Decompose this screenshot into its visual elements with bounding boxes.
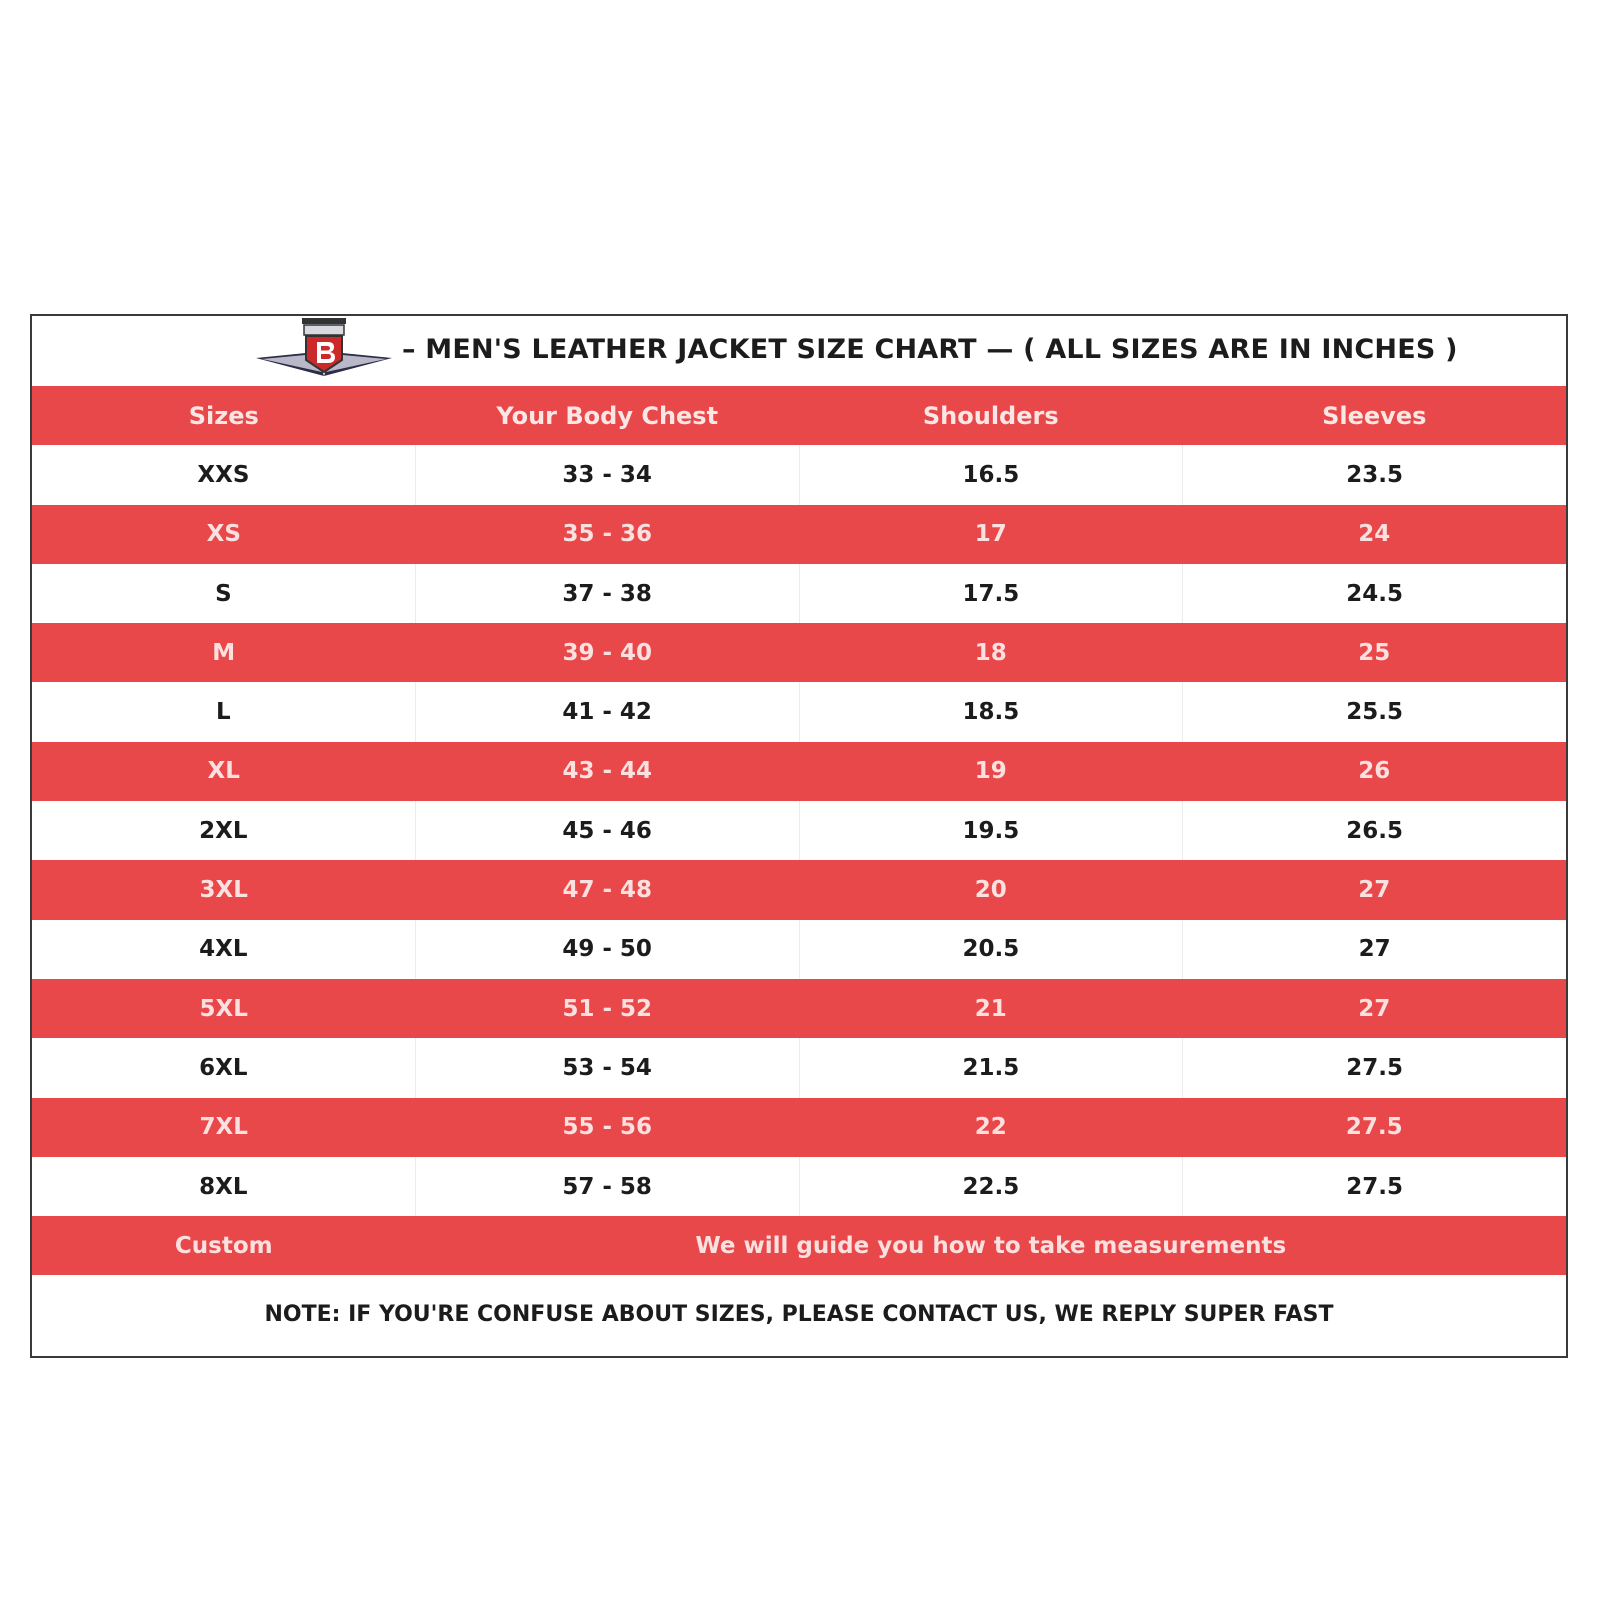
table-row	[32, 979, 1566, 1038]
size-note: NOTE: IF YOU'RE CONFUSE ABOUT SIZES, PLEASE CONTACT US, WE REPLY SUPER FAST	[264, 1301, 1334, 1327]
size-cell: 2XL	[199, 817, 248, 844]
sleeves-cell: 27	[1182, 920, 1566, 979]
sleeves-cell: 27	[1358, 995, 1391, 1022]
crest-logo-icon	[254, 316, 394, 382]
table-row	[32, 1038, 1566, 1097]
sleeves-cell: 26.5	[1182, 801, 1566, 860]
shoulders-cell: 22.5	[799, 1157, 1183, 1216]
sleeves-cell: 27.5	[1345, 1114, 1403, 1141]
chest-cell: 57 - 58	[415, 1157, 799, 1216]
size-cell: 4XL	[199, 936, 248, 963]
chest-cell: 45 - 46	[415, 801, 799, 860]
size-cell: XL	[207, 758, 240, 785]
sleeves-cell: 24	[1358, 521, 1391, 548]
size-cell: 5XL	[199, 995, 248, 1022]
custom-row	[32, 1216, 1566, 1275]
size-cell: XS	[206, 521, 241, 548]
size-cell: 7XL	[199, 1114, 248, 1141]
shoulders-cell: 18	[974, 639, 1007, 666]
chest-cell: 55 - 56	[562, 1114, 653, 1141]
size-cell: 3XL	[199, 877, 248, 904]
chest-cell: 51 - 52	[562, 995, 653, 1022]
chest-cell: 37 - 38	[415, 564, 799, 623]
table-row	[32, 1098, 1566, 1157]
size-chart	[30, 314, 1568, 1358]
table-row	[32, 1157, 1566, 1216]
table-row	[32, 682, 1566, 741]
header-sleeves: Sleeves	[1322, 401, 1427, 430]
sleeves-cell: 24.5	[1182, 564, 1566, 623]
size-cell: 6XL	[199, 1054, 248, 1081]
shoulders-cell: 22	[974, 1114, 1007, 1141]
sleeves-cell: 26	[1358, 758, 1391, 785]
sleeves-cell: 27.5	[1182, 1157, 1566, 1216]
size-cell: M	[212, 639, 236, 666]
table-row	[32, 505, 1566, 564]
table-row	[32, 920, 1566, 979]
shoulders-cell: 18.5	[799, 682, 1183, 741]
size-cell: XXS	[197, 461, 250, 488]
chest-cell: 41 - 42	[415, 682, 799, 741]
table-row	[32, 445, 1566, 504]
chest-cell: 49 - 50	[415, 920, 799, 979]
chest-cell: 47 - 48	[562, 877, 653, 904]
custom-label: Custom	[174, 1232, 273, 1259]
shoulders-cell: 20.5	[799, 920, 1183, 979]
size-cell: 8XL	[199, 1173, 248, 1200]
header-sizes: Sizes	[188, 401, 259, 430]
shoulders-cell: 21.5	[799, 1038, 1183, 1097]
chest-cell: 43 - 44	[562, 758, 653, 785]
shoulders-cell: 19.5	[799, 801, 1183, 860]
sleeves-cell: 27.5	[1182, 1038, 1566, 1097]
chest-cell: 33 - 34	[415, 445, 799, 504]
shoulders-cell: 17.5	[799, 564, 1183, 623]
shoulders-cell: 20	[974, 877, 1007, 904]
chest-cell: 35 - 36	[562, 521, 653, 548]
chest-cell: 39 - 40	[562, 639, 653, 666]
chest-cell: 53 - 54	[415, 1038, 799, 1097]
chart-title: – MEN'S LEATHER JACKET SIZE CHART — ( ALL SIZES ARE IN INCHES )	[402, 334, 1458, 365]
table-row	[32, 564, 1566, 623]
sleeves-cell: 25	[1358, 639, 1391, 666]
shoulders-cell: 16.5	[799, 445, 1183, 504]
shoulders-cell: 17	[974, 521, 1007, 548]
custom-text: We will guide you how to take measurements	[695, 1232, 1287, 1259]
sleeves-cell: 23.5	[1182, 445, 1566, 504]
size-cell: L	[216, 699, 231, 726]
size-table	[32, 386, 1566, 1275]
shoulders-cell: 19	[974, 758, 1007, 785]
table-header-row	[32, 386, 1566, 445]
table-row	[32, 801, 1566, 860]
table-row	[32, 623, 1566, 682]
table-row	[32, 742, 1566, 801]
header-shoulders: Shoulders	[922, 401, 1059, 430]
header-chest: Your Body Chest	[496, 401, 719, 430]
sleeves-cell: 27	[1358, 877, 1391, 904]
shoulders-cell: 21	[974, 995, 1007, 1022]
title-bar	[32, 316, 1566, 386]
sleeves-cell: 25.5	[1182, 682, 1566, 741]
table-row	[32, 860, 1566, 919]
size-cell: S	[215, 580, 232, 607]
